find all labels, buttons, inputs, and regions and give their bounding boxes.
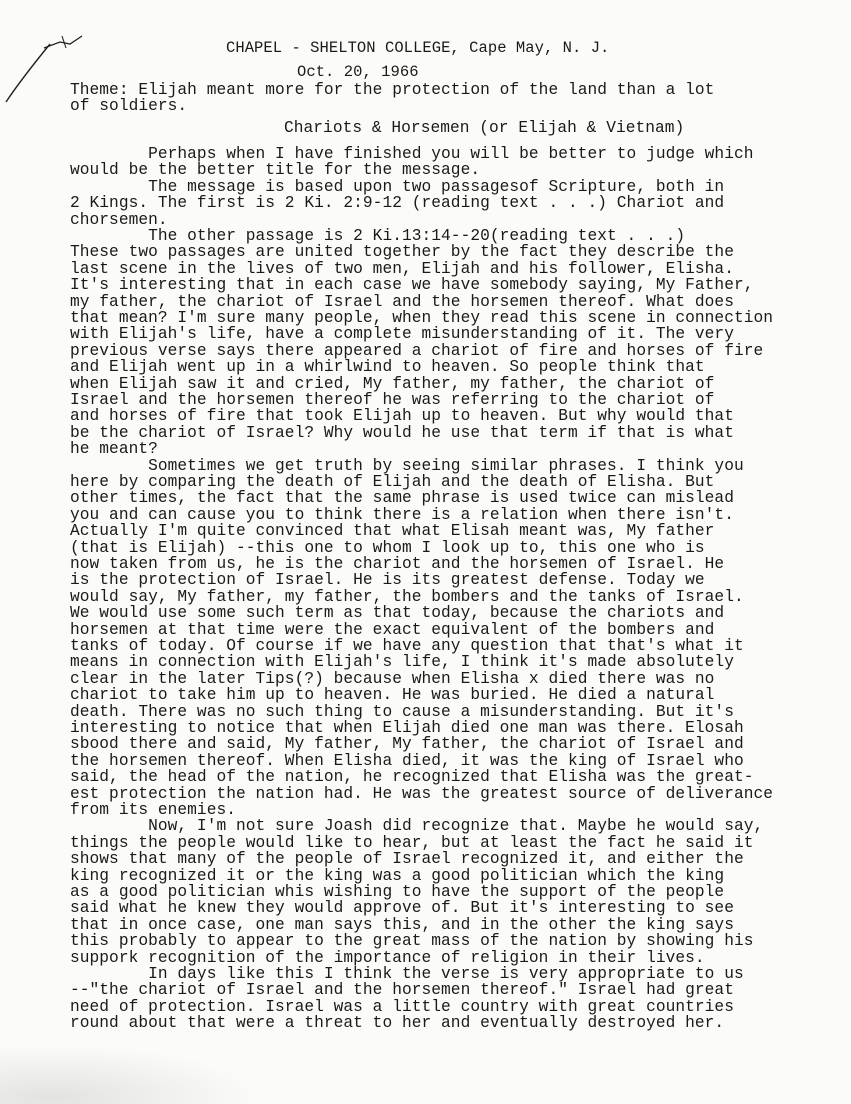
body-line: est protection the nation had. He was the greatest source of deliverance [70, 784, 774, 803]
body-line: last scene in the lives of two men, Elijah and his follower, Elisha. [70, 259, 734, 278]
body-line: be the chariot of Israel? Why would he use that term if that is what [70, 423, 734, 442]
body-line: The message is based upon two passagesof Scripture, both in [70, 177, 725, 196]
body-line: the horsemen thereof. When Elisha died, it was the king of Israel who [70, 751, 744, 770]
body-line: horsemen at that time were the exact equivalent of the bombers and [70, 620, 715, 639]
sermon-title: Chariots & Horsemen (or Elijah & Vietnam) [284, 119, 685, 137]
body-line: --"the chariot of Israel and the horsemen thereof." Israel had great [70, 981, 734, 1000]
body-line: chariot to take him up to heaven. He was buried. He died a natural [70, 686, 715, 705]
body-line: he meant? [70, 440, 158, 459]
body-line: that mean? I'm sure many people, when they read this scene in connection [70, 309, 774, 327]
body-line: (that is Elijah) --this one to whom I look up to, this one who is [70, 538, 705, 557]
body-line: Actually I'm quite convinced that what Elisah meant was, My father [70, 522, 715, 541]
body-line: that in once case, one man says this, and in the other the king says [70, 915, 734, 934]
body-line: Sometimes we get truth by seeing similar phrases. I think you [70, 456, 744, 475]
body-line: said, the head of the nation, he recognized that Elisha was the great- [70, 768, 754, 787]
body-line: and Elijah went up in a whirlwind to heaven. So people think that [70, 358, 705, 377]
body-line: as a good politician whis wishing to have the support of the people [70, 883, 725, 901]
body-line: clear in the later Tips(?) because when Elisha x died there was no [70, 669, 715, 688]
body-line: my father, the chariot of Israel and the horsemen thereof. What does [70, 292, 734, 311]
body-line: this probably to appear to the great mass of the nation by showing his [70, 932, 754, 951]
body-line: We would use some such term as that today, because the chariots and [70, 604, 725, 623]
body-line: It's interesting that in each case we have somebody saying, My Father, [70, 276, 754, 295]
body-line: death. There was no such thing to cause a misunderstanding. But it's [70, 702, 734, 721]
body-line: 2 Kings. The first is 2 Ki. 2:9-12 (reading text . . .) Chariot and [70, 194, 725, 213]
body-line: These two passages are united together by the fact they describe the [70, 243, 734, 262]
body-line: king recognized it or the king was a good politician which the king [70, 866, 725, 885]
body-line: Now, I'm not sure Joash did recognize that. Maybe he would say, [70, 817, 764, 836]
body-line: with Elijah's life, have a complete misunderstanding of it. The very [70, 325, 734, 344]
body-line: would be the better title for the message. [70, 161, 481, 180]
body-line: and horses of fire that took Elijah up to heaven. But why would that [70, 407, 734, 426]
page-header-date: Oct. 20, 1966 [297, 63, 419, 81]
body-line: now taken from us, he is the chariot and the horsemen of Israel. He [70, 555, 725, 573]
body-line: suppork recognition of the importance of religion in their lives. [70, 948, 705, 967]
body-line: means in connection with Elijah's life, I think it's made absolutely [70, 653, 734, 672]
body-line: things the people would like to hear, but at least the fact he said it [70, 833, 754, 852]
body-line: The other passage is 2 Ki.13:14--20(reading text . . .) [70, 227, 686, 245]
body-line: would say, My father, my father, the bombers and the tanks of Israel. [70, 587, 744, 606]
theme-line: of soldiers. [70, 97, 188, 115]
body-line: interesting to notice that when Elijah died one man was there. Elosah [70, 719, 744, 737]
body-line: previous verse says there appeared a chariot of fire and horses of fire [70, 341, 764, 360]
body-line: said what he knew they would approve of. But it's interesting to see [70, 899, 734, 918]
body-line: Perhaps when I have finished you will be better to judge which [70, 145, 754, 163]
body-line: from its enemies. [70, 801, 236, 819]
body-line: need of protection. Israel was a little country with great countries [70, 997, 734, 1016]
body-line: other times, the fact that the same phrase is used twice can mislead [70, 489, 734, 508]
theme-line: Theme: Elijah meant more for the protection of the land than a lot [70, 81, 715, 99]
body-line: tanks of today. Of course if we have any question that that's what it [70, 637, 744, 655]
body-line: is the protection of Israel. He is its greatest defense. Today we [70, 571, 705, 590]
body-line: In days like this I think the verse is very appropriate to us [70, 965, 744, 983]
page-header-title: CHAPEL - SHELTON COLLEGE, Cape May, N. J. [226, 39, 610, 57]
body-line: chorsemen. [70, 210, 168, 229]
body-line: Israel and the horsemen thereof he was referring to the chariot of [70, 391, 715, 409]
body-line: round about that were a threat to her and eventually destroyed her. [70, 1014, 725, 1033]
body-line: shows that many of the people of Israel recognized it, and either the [70, 850, 744, 869]
body-line: here by comparing the death of Elijah and the death of Elisha. But [70, 473, 715, 491]
body-line: sbood there and said, My father, My father, the chariot of Israel and [70, 735, 744, 754]
body-line: when Elijah saw it and cried, My father, my father, the chariot of [70, 374, 715, 393]
scan-smudge [0, 1044, 260, 1104]
body-line: you and can cause you to think there is a relation when there isn't. [70, 505, 734, 524]
